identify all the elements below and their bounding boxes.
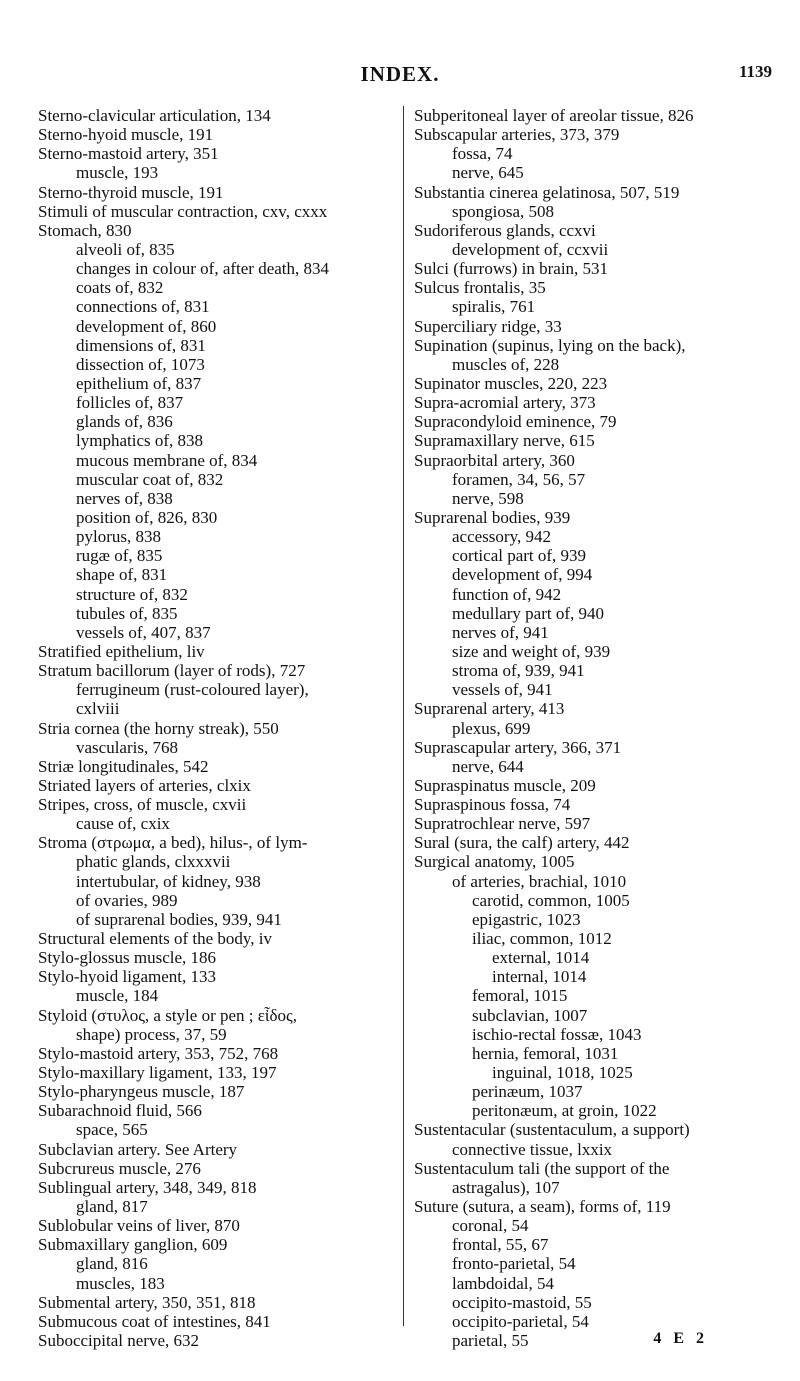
index-subentry: vessels of, 941 (452, 680, 553, 700)
index-entry: Structural elements of the body, iv (38, 929, 273, 949)
index-subentry: peritonæum, at groin, 1022 (472, 1101, 657, 1121)
index-subentry: size and weight of, 939 (452, 641, 611, 661)
index-entry: Subarachnoid fluid, 566 (38, 1101, 202, 1121)
column-divider (403, 106, 404, 1326)
index-subentry: spongiosa, 508 (452, 201, 554, 221)
index-entry: Stria cornea (the horny streak), 550 (38, 718, 279, 738)
index-entry: Sudoriferous glands, ccxvi (414, 220, 596, 240)
index-entry: Stylo-hyoid ligament, 133 (38, 967, 217, 987)
index-entry: Stylo-mastoid artery, 353, 752, 768 (38, 1043, 279, 1063)
index-subentry: of arteries, brachial, 1010 (452, 871, 627, 891)
index-entry: Suprascapular artery, 366, 371 (414, 737, 622, 757)
index-entry: Sustentaculum tali (the support of the (414, 1158, 670, 1178)
index-subentry: pylorus, 838 (76, 527, 161, 547)
index-entry: Subclavian artery. See Artery (38, 1139, 238, 1159)
index-subentry: coronal, 54 (452, 1216, 529, 1236)
index-entry: Suture (sutura, a seam), forms of, 119 (414, 1197, 671, 1217)
index-subentry: intertubular, of kidney, 938 (76, 871, 261, 891)
index-entry: Sublobular veins of liver, 870 (38, 1216, 240, 1236)
index-subentry: tubules of, 835 (76, 603, 178, 623)
index-subentry: plexus, 699 (452, 718, 531, 738)
index-entry: Suprarenal artery, 413 (414, 699, 565, 719)
index-entry: Supraorbital artery, 360 (414, 450, 575, 470)
index-subentry: muscular coat of, 832 (76, 469, 224, 489)
index-entry: Striated layers of arteries, clxix (38, 775, 251, 795)
index-entry: Superciliary ridge, 33 (414, 316, 562, 336)
index-subentry: muscle, 193 (76, 163, 159, 183)
index-subentry: of ovaries, 989 (76, 890, 178, 910)
index-entry: Sterno-clavicular articulation, 134 (38, 106, 271, 125)
index-subentry: connective tissue, lxxix (452, 1139, 613, 1159)
index-subentry: nerve, 644 (452, 756, 524, 776)
index-subentry: shape) process, 37, 59 (76, 1024, 227, 1044)
index-subentry: fronto-parietal, 54 (452, 1254, 576, 1274)
index-entry: Suprarenal bodies, 939 (414, 507, 571, 527)
index-subentry: shape of, 831 (76, 565, 168, 585)
index-column-right (414, 106, 792, 1350)
index-entry: Submental artery, 350, 351, 818 (38, 1292, 256, 1312)
index-entry: Supinator muscles, 220, 223 (414, 373, 608, 393)
index-entry: Sulcus frontalis, 35 (414, 278, 546, 298)
index-subentry: glands of, 836 (76, 412, 173, 432)
index-subentry: perinæum, 1037 (472, 1082, 583, 1102)
index-subentry: gland, 817 (76, 1197, 148, 1217)
index-subentry: medullary part of, 940 (452, 603, 605, 623)
index-subentry: internal, 1014 (492, 967, 587, 987)
index-column-left (38, 106, 398, 1350)
index-subentry: nerve, 645 (452, 163, 524, 183)
index-entry: Sulci (furrows) in brain, 531 (414, 259, 609, 279)
index-entry: Stylo-pharyngeus muscle, 187 (38, 1082, 245, 1102)
index-subentry: occipito-mastoid, 55 (452, 1292, 592, 1312)
index-subentry: muscles of, 228 (452, 354, 560, 374)
index-subentry: vascularis, 768 (76, 737, 178, 757)
index-subentry: accessory, 942 (452, 527, 551, 547)
index-subentry: external, 1014 (492, 948, 590, 968)
index-subentry: development of, 860 (76, 316, 217, 336)
index-entry: Suboccipital nerve, 632 (38, 1331, 199, 1350)
index-subentry: lymphatics of, 838 (76, 431, 204, 451)
index-subentry: epithelium of, 837 (76, 373, 202, 393)
index-entry: Subcrureus muscle, 276 (38, 1158, 201, 1178)
index-subentry: frontal, 55, 67 (452, 1235, 549, 1255)
index-subentry: development of, 994 (452, 565, 593, 585)
index-subentry: dissection of, 1073 (76, 354, 205, 374)
index-subentry: astragalus), 107 (452, 1177, 560, 1197)
index-subentry: phatic glands, clxxxvii (76, 852, 231, 872)
index-subentry: ferrugineum (rust-coloured layer), (76, 680, 309, 700)
index-subentry: fossa, 74 (452, 144, 513, 164)
index-entry: Submaxillary ganglion, 609 (38, 1235, 228, 1255)
index-entry: Subperitoneal layer of areolar tissue, 826 (414, 106, 694, 125)
index-entry: Stratified epithelium, liv (38, 641, 205, 661)
index-subentry: mucous membrane of, 834 (76, 450, 258, 470)
index-entry: Supramaxillary nerve, 615 (414, 431, 595, 451)
index-entry: Striæ longitudinales, 542 (38, 756, 209, 776)
index-subentry: parietal, 55 (452, 1331, 529, 1350)
index-entry: Substantia cinerea gelatinosa, 507, 519 (414, 182, 680, 202)
index-entry: Stroma (στρωμα, a bed), hilus-, of lym- (38, 833, 308, 853)
index-subentry: cortical part of, 939 (452, 546, 587, 566)
index-subentry: gland, 816 (76, 1254, 148, 1274)
index-entry: Stylo-maxillary ligament, 133, 197 (38, 1063, 277, 1083)
index-subentry: carotid, common, 1005 (472, 890, 630, 910)
index-entry: Supraspinatus muscle, 209 (414, 775, 596, 795)
index-subentry: foramen, 34, 56, 57 (452, 469, 586, 489)
index-entry: Stripes, cross, of muscle, cxvii (38, 795, 247, 815)
index-subentry: occipito-parietal, 54 (452, 1311, 589, 1331)
index-entry: Submucous coat of intestines, 841 (38, 1311, 271, 1331)
index-entry: Stratum bacillorum (layer of rods), 727 (38, 661, 306, 681)
index-subentry: stroma of, 939, 941 (452, 661, 585, 681)
index-entry: Subscapular arteries, 373, 379 (414, 125, 620, 145)
index-entry: Supra-acromial artery, 373 (414, 393, 596, 413)
index-subentry: function of, 942 (452, 584, 562, 604)
index-subentry: hernia, femoral, 1031 (472, 1043, 619, 1063)
index-subentry: nerves of, 838 (76, 488, 173, 508)
index-subentry: alveoli of, 835 (76, 239, 175, 259)
index-entry: Sublingual artery, 348, 349, 818 (38, 1177, 257, 1197)
index-subentry: cxlviii (76, 699, 120, 719)
index-entry: Stimuli of muscular contraction, cxv, cxxx (38, 201, 328, 221)
index-entry: Sterno-hyoid muscle, 191 (38, 125, 214, 145)
index-subentry: dimensions of, 831 (76, 335, 206, 355)
index-entry: Styloid (στυλος, a style or pen ; εἶδος, (38, 1005, 297, 1025)
index-subentry: rugæ of, 835 (76, 546, 163, 566)
index-entry: Sterno-mastoid artery, 351 (38, 144, 219, 164)
index-subentry: muscles, 183 (76, 1273, 165, 1293)
index-subentry: follicles of, 837 (76, 393, 184, 413)
index-subentry: development of, ccxvii (452, 239, 609, 259)
index-subentry: spiralis, 761 (452, 297, 536, 317)
index-subentry: changes in colour of, after death, 834 (76, 259, 330, 279)
page-title: INDEX. (360, 62, 440, 86)
index-subentry: of suprarenal bodies, 939, 941 (76, 909, 282, 929)
index-entry: Stomach, 830 (38, 220, 132, 240)
index-subentry: iliac, common, 1012 (472, 929, 612, 949)
page-number: 1139 (738, 62, 772, 81)
signature-mark: 4 E 2 (653, 1330, 708, 1347)
index-entry: Supratrochlear nerve, 597 (414, 814, 591, 834)
index-subentry: subclavian, 1007 (472, 1005, 588, 1025)
index-subentry: lambdoidal, 54 (452, 1273, 554, 1293)
index-subentry: structure of, 832 (76, 584, 188, 604)
index-subentry: inguinal, 1018, 1025 (492, 1063, 633, 1083)
index-subentry: epigastric, 1023 (472, 909, 581, 929)
index-subentry: muscle, 184 (76, 986, 159, 1006)
index-subentry: ischio-rectal fossæ, 1043 (472, 1024, 642, 1044)
index-subentry: position of, 826, 830 (76, 507, 218, 527)
index-entry: Supracondyloid eminence, 79 (414, 412, 617, 432)
index-entry: Sterno-thyroid muscle, 191 (38, 182, 224, 202)
index-subentry: vessels of, 407, 837 (76, 622, 211, 642)
index-subentry: space, 565 (76, 1120, 148, 1140)
index-entry: Sural (sura, the calf) artery, 442 (414, 833, 630, 853)
index-subentry: nerve, 598 (452, 488, 524, 508)
index-subentry: femoral, 1015 (472, 986, 568, 1006)
index-entry: Supraspinous fossa, 74 (414, 795, 571, 815)
index-subentry: cause of, cxix (76, 814, 170, 834)
index-subentry: coats of, 832 (76, 278, 164, 298)
index-entry: Surgical anatomy, 1005 (414, 852, 575, 872)
index-entry: Stylo-glossus muscle, 186 (38, 948, 217, 968)
index-subentry: connections of, 831 (76, 297, 210, 317)
index-subentry: nerves of, 941 (452, 622, 549, 642)
index-entry: Supination (supinus, lying on the back), (414, 335, 686, 355)
index-entry: Sustentacular (sustentaculum, a support) (414, 1120, 690, 1140)
